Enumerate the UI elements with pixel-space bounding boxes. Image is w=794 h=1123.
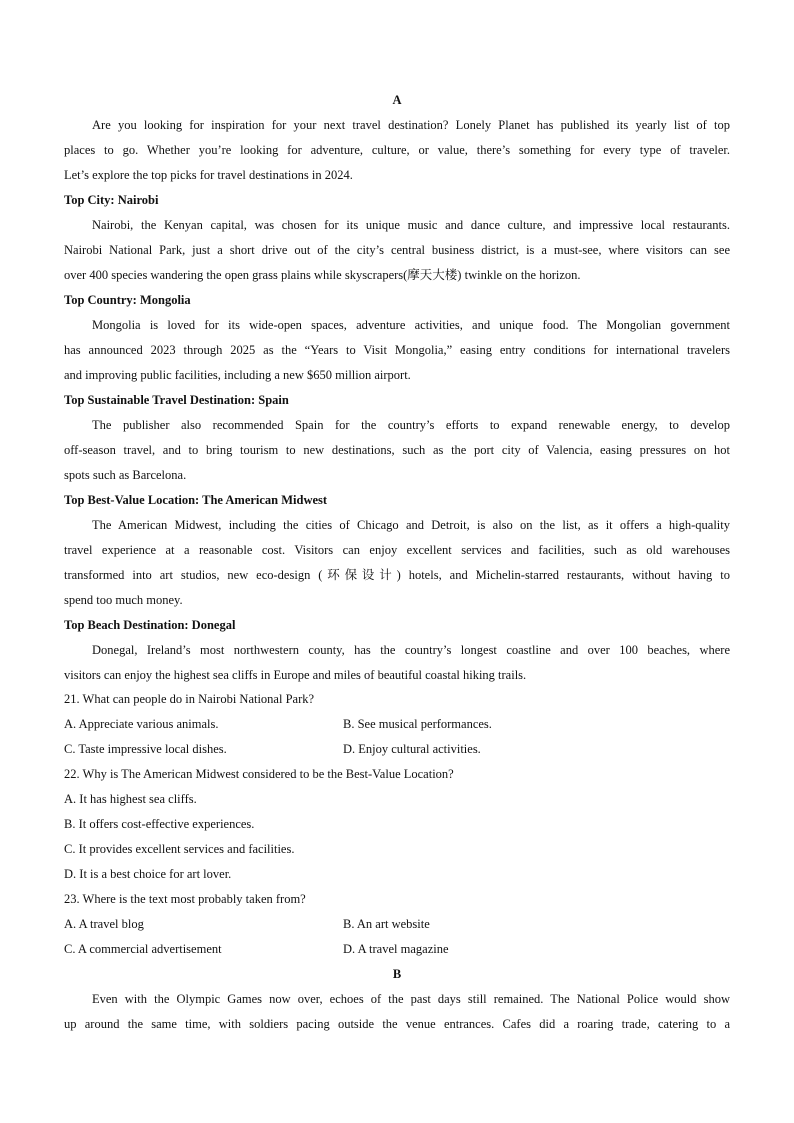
option-d[interactable]: D. A travel magazine	[343, 942, 449, 956]
option-a[interactable]: A. Appreciate various animals.	[64, 717, 219, 731]
paragraph-line: over 400 species wandering the open grass plains while skyscrapers(摩天大楼) twinkle on the horizon.	[64, 268, 581, 282]
heading-top-country: Top Country: Mongolia	[64, 293, 191, 307]
intro-line: Are you looking for inspiration for your next travel destination? Lonely Planet has published its yearly list of top	[92, 118, 730, 132]
option-c[interactable]: C. A commercial advertisement	[64, 942, 222, 956]
paragraph-line: Donegal, Ireland’s most northwestern county, has the country’s longest coastline and over 100 beaches, where	[92, 643, 730, 657]
paragraph-line: off-season travel, and to bring tourism to new destinations, such as the port city of Valencia, easing pressures on hot	[64, 443, 730, 457]
paragraph-line: spots such as Barcelona.	[64, 468, 187, 482]
question-options-row	[64, 716, 730, 732]
option-c[interactable]: C. It provides excellent services and facilities.	[64, 842, 295, 856]
section-a-label: A	[392, 93, 402, 107]
option-d[interactable]: D. Enjoy cultural activities.	[343, 742, 481, 756]
paragraph-line: up around the same time, with soldiers pacing outside the venue entrances. Cafes did a roaring trade, catering to a	[64, 1017, 730, 1031]
paragraph-line: has announced 2023 through 2025 as the “Years to Visit Mongolia,” easing entry conditions for international travelers	[64, 343, 730, 357]
question-stem: 21. What can people do in Nairobi National Park?	[64, 692, 315, 706]
heading-sustainable: Top Sustainable Travel Destination: Spain	[64, 393, 289, 407]
paragraph-line: Mongolia is loved for its wide-open spaces, adventure activities, and unique food. The Mongolian government	[92, 318, 730, 332]
paragraph-line: The publisher also recommended Spain for the country’s efforts to expand renewable energy, to develop	[92, 418, 730, 432]
question-options-row	[64, 916, 730, 932]
paragraph-line: Nairobi National Park, just a short drive out of the city’s central business district, is a must-see, where visitors can see	[64, 243, 730, 257]
paragraph-line: Nairobi, the Kenyan capital, was chosen for its unique music and dance culture, and impressive local restaurants.	[92, 218, 730, 232]
paragraph-line: The American Midwest, including the cities of Chicago and Detroit, is also on the list, as it offers a high-quality	[92, 518, 730, 532]
question-stem: 22. Why is The American Midwest considered to be the Best-Value Location?	[64, 767, 454, 781]
option-a[interactable]: A. It has highest sea cliffs.	[64, 792, 197, 806]
option-a[interactable]: A. A travel blog	[64, 917, 144, 931]
heading-top-city: Top City: Nairobi	[64, 193, 159, 207]
section-b-label: B	[392, 967, 402, 981]
intro-line: places to go. Whether you’re looking for adventure, culture, or value, there’s something for every type of traveler.	[64, 143, 730, 157]
option-b[interactable]: B. It offers cost-effective experiences.	[64, 817, 255, 831]
heading-beach: Top Beach Destination: Donegal	[64, 618, 236, 632]
option-b[interactable]: B. An art website	[343, 917, 430, 931]
paragraph-line: Even with the Olympic Games now over, echoes of the past days still remained. The National Police would show	[92, 992, 730, 1006]
heading-best-value: Top Best-Value Location: The American Midwest	[64, 493, 328, 507]
paragraph-line: travel experience at a reasonable cost. Visitors can enjoy excellent services and facilities, such as old warehouses	[64, 543, 730, 557]
option-b[interactable]: B. See musical performances.	[343, 717, 492, 731]
question-options-row	[64, 741, 730, 757]
question-stem: 23. Where is the text most probably taken from?	[64, 892, 306, 906]
paragraph-line: visitors can enjoy the highest sea cliffs in Europe and miles of beautiful coastal hiking trails.	[64, 668, 527, 682]
intro-line: Let’s explore the top picks for travel destinations in 2024.	[64, 168, 353, 182]
option-c[interactable]: C. Taste impressive local dishes.	[64, 742, 227, 756]
paragraph-line: spend too much money.	[64, 593, 183, 607]
option-d[interactable]: D. It is a best choice for art lover.	[64, 867, 232, 881]
paragraph-line: and improving public facilities, including a new $650 million airport.	[64, 368, 411, 382]
paragraph-line: transformed into art studios, new eco-design (环保设计) hotels, and Michelin-starred restaurants, without having to	[64, 568, 730, 582]
question-options-row	[64, 941, 730, 957]
